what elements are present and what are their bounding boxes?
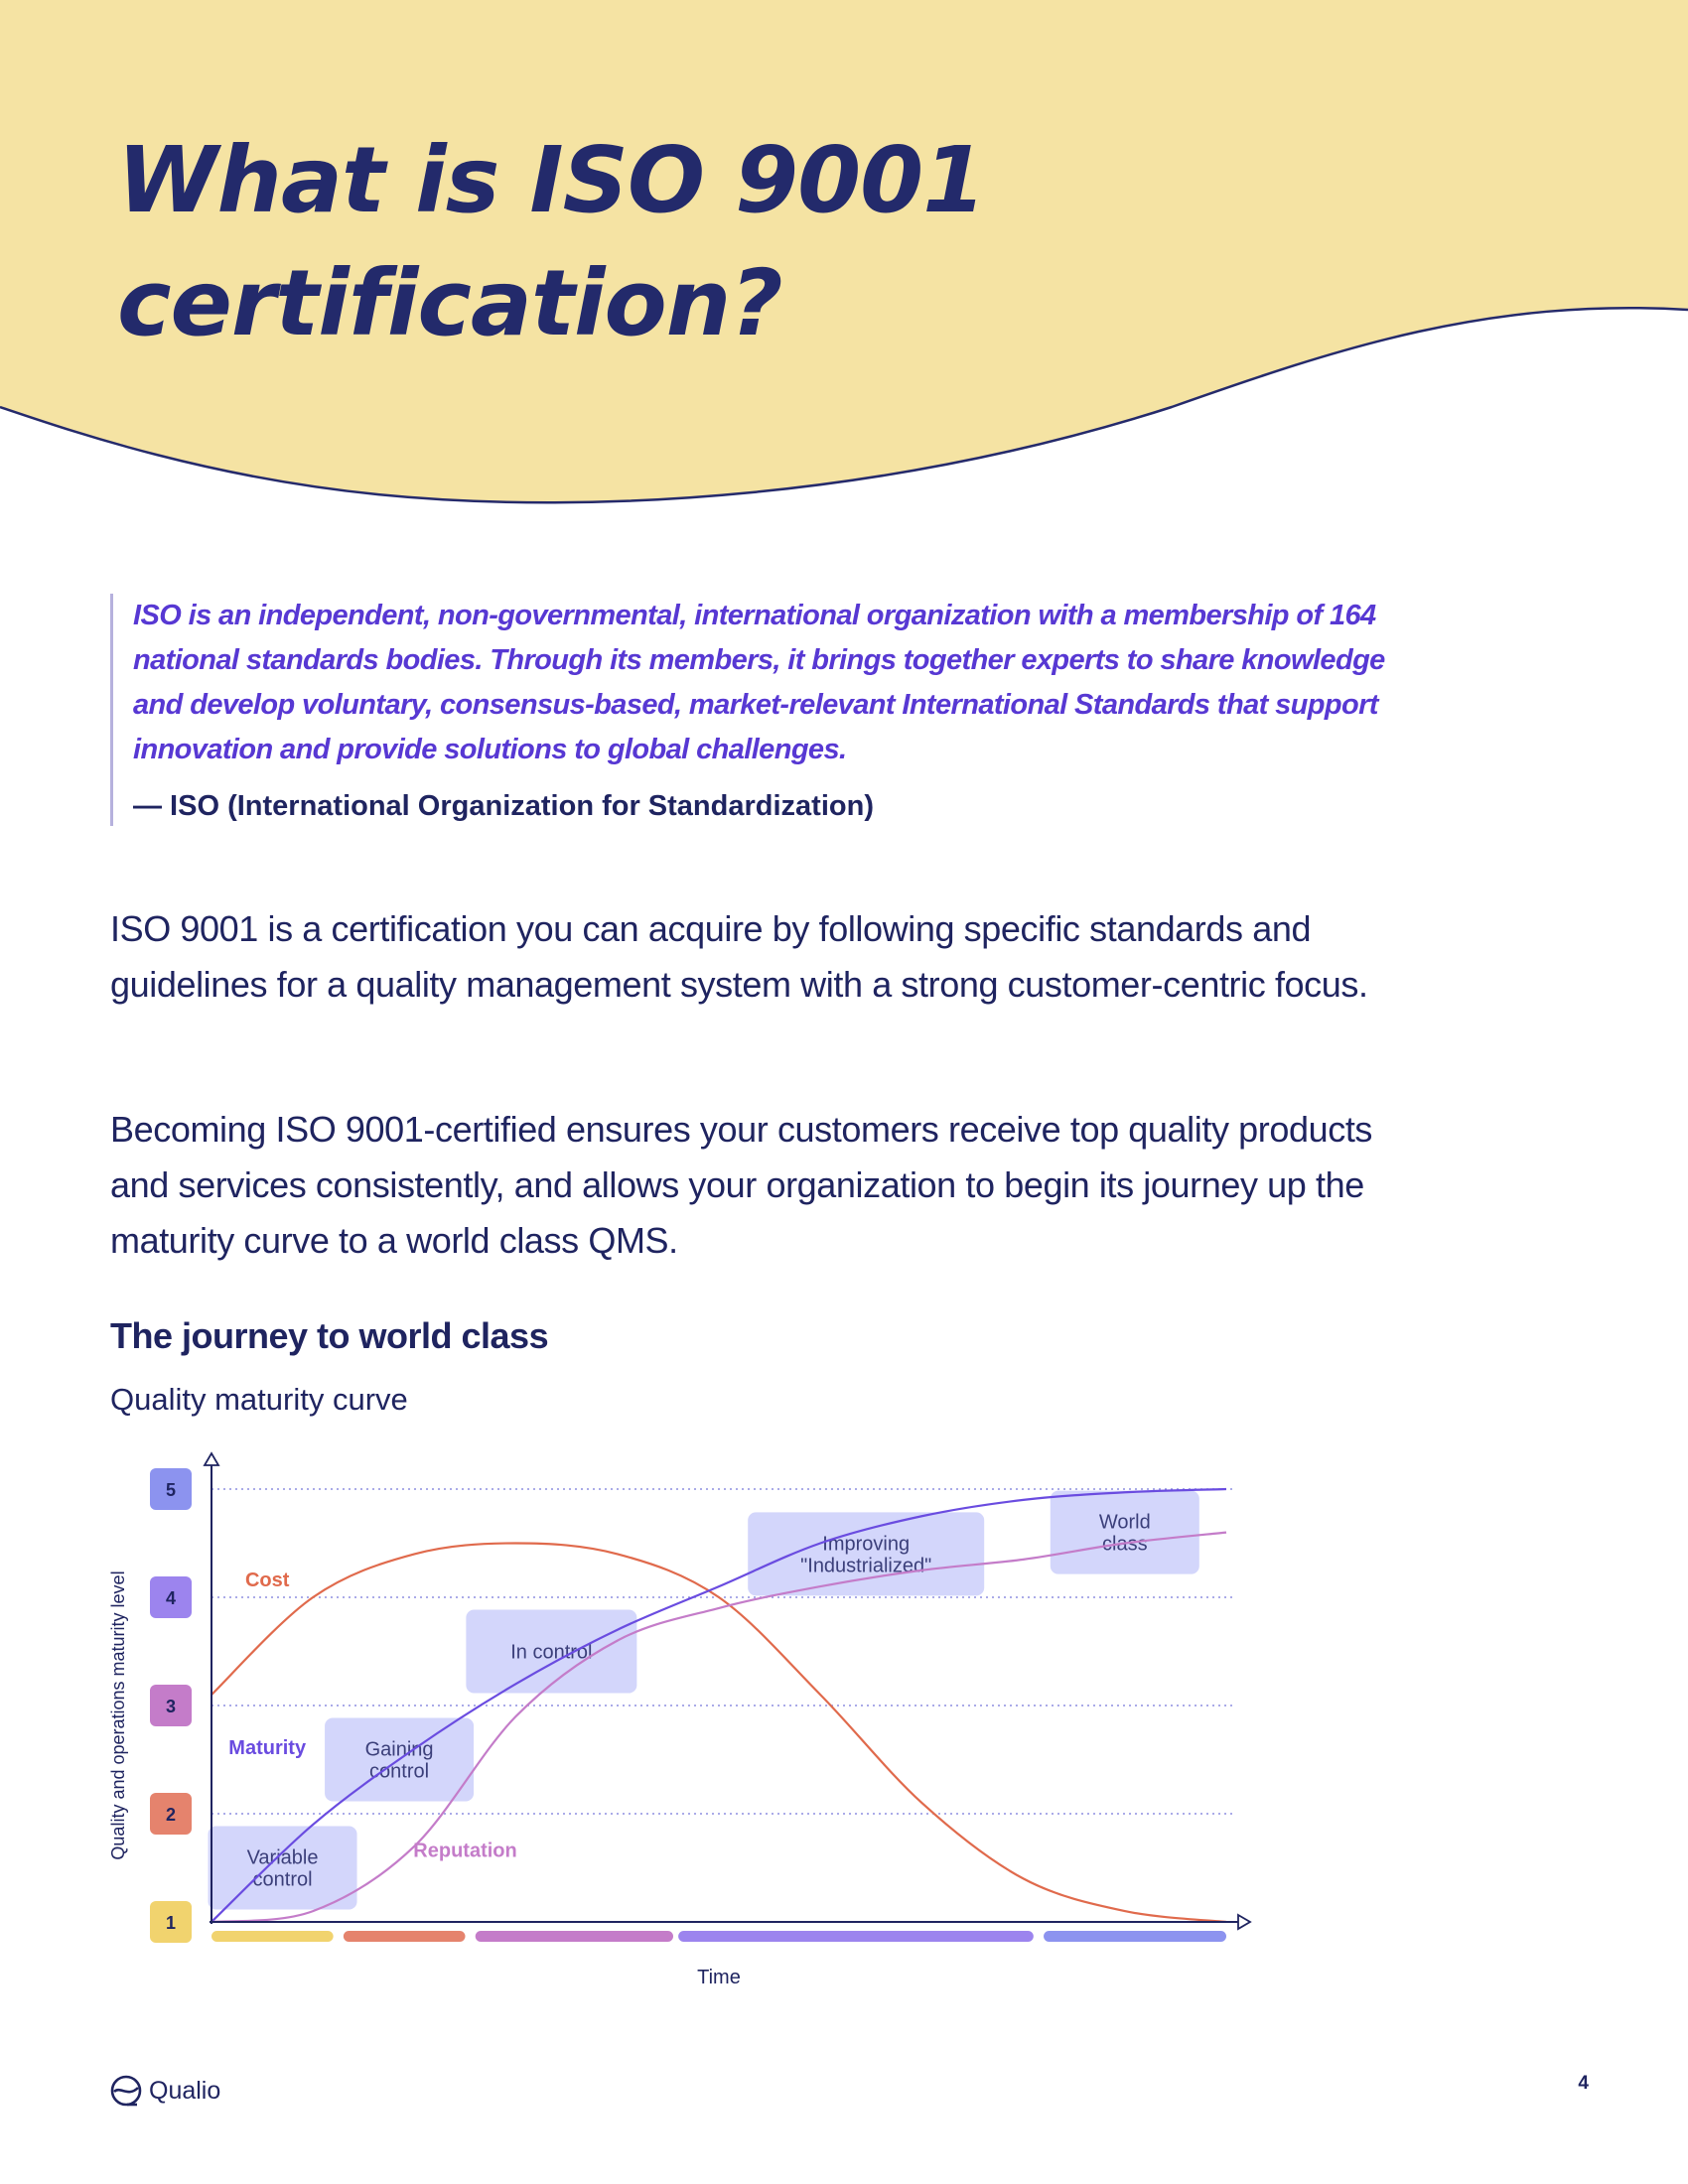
level-label-2: 2 [165, 1805, 177, 1825]
stage-label-1-line-2: control [252, 1868, 313, 1891]
stage-label-3-line-1: In control [510, 1641, 593, 1664]
time-segment-1 [211, 1931, 334, 1942]
stage-label-1-line-1: Variable [246, 1846, 319, 1869]
stage-label-5-line-2: class [1102, 1533, 1148, 1556]
page-title-line-1: What is ISO 9001 [117, 127, 986, 233]
series-cost-label: Cost [244, 1570, 290, 1592]
quote-text: ISO is an independent, non-governmental, international organization with a membership of 164 national standards bodies. Through its members, it brings together experts to share knowledge and develop voluntary, consensus-based, market-relevant International Standards that support innovation and provide solutions to global challenges. [133, 600, 1385, 765]
stage-label-4-line-1: Improving [822, 1533, 911, 1556]
time-segment-4 [678, 1931, 1034, 1942]
quote-source: — ISO (International Organization for Standardization) [133, 790, 874, 822]
stage-label-2-line-2: control [369, 1760, 430, 1783]
y-axis-label: Quality and operations maturity level [108, 1570, 128, 1860]
level-label-5: 5 [165, 1480, 177, 1500]
blockquote [110, 594, 1401, 826]
footer-logo [109, 2071, 220, 2111]
series-reputation-label: Reputation [413, 1840, 517, 1862]
body-paragraph-1: ISO 9001 is a certification you can acquire by following specific standards and guidelines for a quality management system with a strong customer-centric focus. [110, 908, 1368, 1005]
level-label-3: 3 [165, 1697, 177, 1716]
page-number: 4 [1578, 2073, 1589, 2094]
section-subheading: Quality maturity curve [110, 1382, 408, 1417]
stage-label-2-line-1: Gaining [364, 1738, 434, 1761]
stage-label-5-line-1: World [1098, 1511, 1151, 1534]
series-maturity-label: Maturity [228, 1737, 307, 1760]
body-paragraph-2: Becoming ISO 9001-certified ensures your customers receive top quality products and services consistently, and allows your organization to begin its journey up the maturity curve to a world class QMS. [110, 1109, 1373, 1261]
x-axis-label: Time [697, 1967, 741, 1988]
x-axis-arrow [1238, 1915, 1250, 1929]
level-label-4: 4 [165, 1588, 177, 1608]
page-title-line-2: certification? [117, 250, 782, 356]
section-heading: The journey to world class [110, 1315, 549, 1356]
level-label-1: 1 [165, 1913, 177, 1933]
stage-label-4-line-2: "Industrialized" [800, 1555, 932, 1577]
maturity-chart [94, 1449, 1276, 2005]
qualio-logo-icon [109, 2074, 143, 2108]
page-title [117, 119, 985, 365]
footer-brand: Qualio [149, 2076, 221, 2105]
y-axis-arrow [205, 1453, 218, 1465]
time-segment-5 [1044, 1931, 1226, 1942]
time-segment-2 [344, 1931, 466, 1942]
time-segment-3 [476, 1931, 673, 1942]
